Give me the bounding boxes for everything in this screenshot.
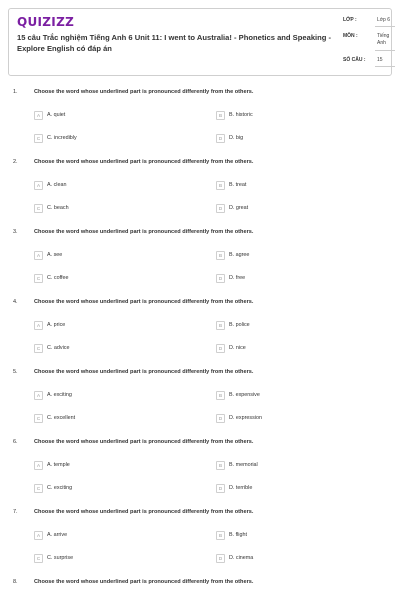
answer-option[interactable] [34, 250, 62, 260]
question-text: Choose the word whose underlined part is pronounced differently from the others. [34, 89, 254, 95]
answer-option[interactable] [34, 203, 69, 213]
option-label: D. free [229, 275, 246, 281]
option-letter-box: D [216, 484, 225, 493]
question-text: Choose the word whose underlined part is pronounced differently from the others. [34, 369, 254, 375]
option-label: C. beach [47, 205, 69, 211]
question-count-label: SỐ CÂU : [343, 57, 366, 63]
option-label: A. quiet [47, 112, 66, 118]
question-number: 5. [13, 369, 18, 375]
answer-option[interactable] [216, 250, 249, 260]
option-label: D. terrible [229, 485, 253, 491]
option-letter-box: B [216, 461, 225, 470]
answer-option[interactable] [216, 320, 250, 330]
question-number: 3. [13, 229, 18, 235]
answer-option[interactable] [34, 110, 65, 120]
option-letter-box: A [34, 181, 43, 190]
answer-option[interactable] [216, 133, 243, 143]
option-letter-box: C [34, 274, 43, 283]
question-text: Choose the word whose underlined part is pronounced differently from the others. [34, 509, 254, 515]
option-label: A. price [47, 322, 66, 328]
answer-option[interactable] [216, 180, 246, 190]
question-text: Choose the word whose underlined part is pronounced differently from the others. [34, 439, 254, 445]
option-label: D. big [229, 135, 244, 141]
option-label: A. temple [47, 462, 70, 468]
option-label: D. cinema [229, 555, 254, 561]
option-label: D. expression [229, 415, 262, 421]
answer-option[interactable] [216, 413, 262, 423]
subject-underline [375, 50, 395, 51]
answer-option[interactable] [216, 110, 253, 120]
option-label: A. see [47, 252, 63, 258]
answer-option[interactable] [216, 390, 260, 400]
question-count-value: 15 [377, 57, 383, 63]
answer-option[interactable] [216, 343, 246, 353]
answer-option[interactable] [34, 273, 68, 283]
option-letter-box: A [34, 461, 43, 470]
answer-option[interactable] [34, 320, 65, 330]
option-label: B. expensive [229, 392, 260, 398]
option-letter-box: C [34, 414, 43, 423]
option-letter-box: D [216, 274, 225, 283]
option-letter-box: B [216, 251, 225, 260]
worksheet-title: 15 câu Trắc nghiệm Tiếng Anh 6 Unit 11: I went to Australia! - Phonetics and Speaking - Explore English có đáp án [17, 33, 332, 53]
class-label: LỚP : [343, 17, 357, 23]
option-letter-box: A [34, 321, 43, 330]
answer-option[interactable] [34, 460, 70, 470]
option-letter-box: C [34, 204, 43, 213]
answer-option[interactable] [216, 553, 253, 563]
option-label: C. incredibly [47, 135, 77, 141]
quizizz-logo: QUIZIZZ [17, 15, 75, 29]
class-underline [375, 26, 395, 27]
option-label: A. clean [47, 182, 67, 188]
answer-option[interactable] [34, 133, 77, 143]
option-letter-box: D [216, 344, 225, 353]
answer-option[interactable] [216, 460, 258, 470]
option-letter-box: C [34, 484, 43, 493]
answer-option[interactable] [34, 483, 72, 493]
question-number: 7. [13, 509, 18, 515]
option-letter-box: D [216, 134, 225, 143]
answer-option[interactable] [34, 343, 69, 353]
option-letter-box: A [34, 251, 43, 260]
question-count-underline [375, 66, 395, 67]
option-letter-box: A [34, 111, 43, 120]
option-label: D. nice [229, 345, 246, 351]
question-text: Choose the word whose underlined part is pronounced differently from the others. [34, 229, 254, 235]
answer-option[interactable] [34, 413, 75, 423]
option-label: C. excellent [47, 415, 76, 421]
answer-option[interactable] [34, 180, 66, 190]
question-number: 6. [13, 439, 18, 445]
option-label: C. advice [47, 345, 70, 351]
question-number: 2. [13, 159, 18, 165]
question-text: Choose the word whose underlined part is pronounced differently from the others. [34, 299, 254, 305]
question-text: Choose the word whose underlined part is pronounced differently from the others. [34, 579, 254, 585]
answer-option[interactable] [216, 273, 245, 283]
option-label: B. flight [229, 532, 247, 538]
option-letter-box: D [216, 554, 225, 563]
option-label: A. exciting [47, 392, 72, 398]
option-letter-box: D [216, 204, 225, 213]
option-letter-box: B [216, 531, 225, 540]
option-label: B. police [229, 322, 250, 328]
option-letter-box: B [216, 321, 225, 330]
option-label: B. historic [229, 112, 253, 118]
option-label: A. arrive [47, 532, 68, 538]
answer-option[interactable] [216, 483, 252, 493]
option-letter-box: C [34, 554, 43, 563]
option-letter-box: C [34, 134, 43, 143]
option-label: B. treat [229, 182, 247, 188]
subject-value: Tiếng Anh [377, 33, 390, 46]
question-number: 8. [13, 579, 18, 585]
option-label: B. agree [229, 252, 250, 258]
option-label: B. memorial [229, 462, 258, 468]
option-letter-box: C [34, 344, 43, 353]
worksheet-header [8, 8, 392, 76]
question-text: Choose the word whose underlined part is pronounced differently from the others. [34, 159, 254, 165]
answer-option[interactable] [216, 203, 248, 213]
option-letter-box: B [216, 111, 225, 120]
answer-option[interactable] [216, 530, 247, 540]
option-label: C. surprise [47, 555, 74, 561]
option-label: C. coffee [47, 275, 69, 281]
option-letter-box: B [216, 391, 225, 400]
class-value: Lớp 6 [377, 17, 391, 23]
subject-label: MÔN : [343, 33, 358, 39]
question-number: 1. [13, 89, 18, 95]
option-letter-box: A [34, 531, 43, 540]
answer-option[interactable] [34, 530, 67, 540]
option-label: D. great [229, 205, 249, 211]
question-number: 4. [13, 299, 18, 305]
answer-option[interactable] [34, 390, 72, 400]
option-letter-box: A [34, 391, 43, 400]
option-label: C. exciting [47, 485, 73, 491]
option-letter-box: B [216, 181, 225, 190]
option-letter-box: D [216, 414, 225, 423]
answer-option[interactable] [34, 553, 73, 563]
